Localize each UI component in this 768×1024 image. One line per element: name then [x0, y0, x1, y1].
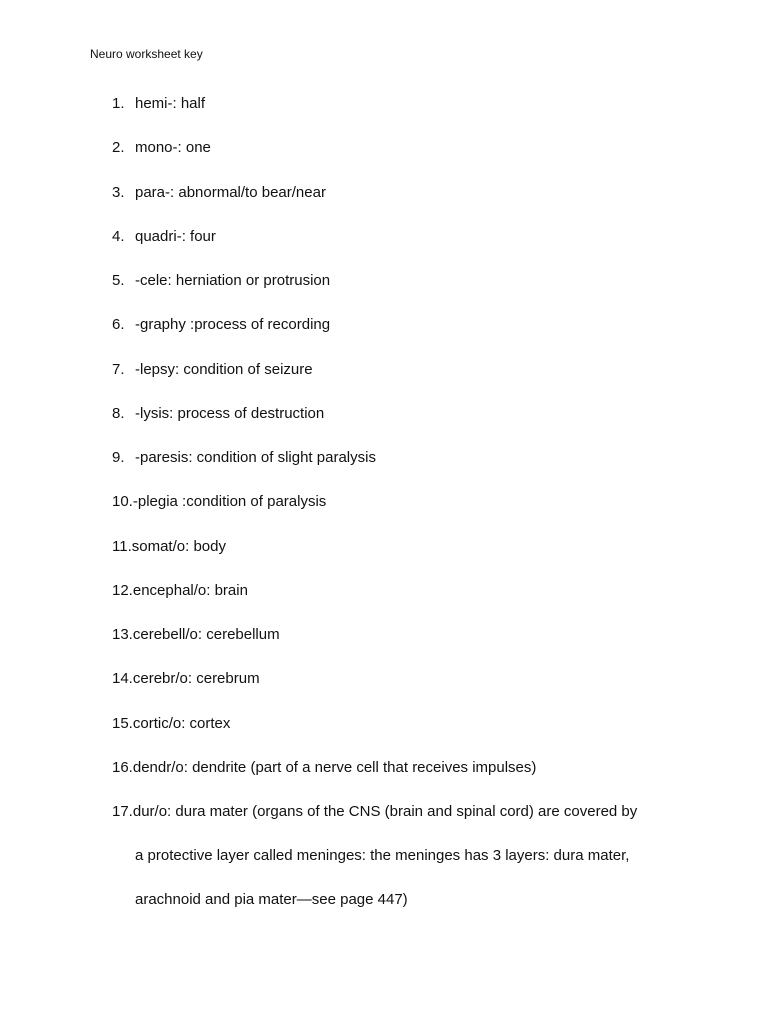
item-text: cortic/o: cortex — [132, 715, 231, 732]
item-text: dendr/o: dendrite (part of a nerve cell that receives impulses) — [132, 759, 537, 776]
item-number: 13. — [112, 626, 133, 643]
list-item — [112, 269, 712, 293]
item-text: cerebr/o: cerebrum — [132, 670, 260, 687]
item-number: 4. — [112, 228, 125, 245]
document-header: Neuro worksheet key — [90, 47, 203, 61]
item-number: 2. — [112, 139, 125, 156]
item-number: 15. — [112, 715, 133, 732]
item-number: 7. — [112, 361, 125, 378]
list-item — [112, 136, 712, 160]
item-text: mono-: one — [135, 139, 211, 156]
list-item — [112, 800, 712, 824]
item-text: hemi-: half — [135, 95, 206, 112]
list-item — [112, 535, 712, 559]
item-number: 1. — [112, 95, 125, 112]
item-text: cerebell/o: cerebellum — [132, 626, 280, 643]
item-text: encephal/o: brain — [132, 582, 248, 599]
list-item — [112, 181, 712, 205]
list-item — [112, 358, 712, 382]
item-number: 10. — [112, 493, 133, 510]
list-item — [112, 756, 712, 780]
list-item — [112, 490, 712, 514]
list-item — [112, 92, 712, 116]
item-continuation-line: a protective layer called meninges: the meninges has 3 layers: dura mater, — [135, 847, 630, 864]
item-number: 11. — [112, 538, 132, 555]
item-number: 6. — [112, 316, 125, 333]
list-item — [112, 667, 712, 691]
item-text: -lepsy: condition of seizure — [135, 361, 313, 378]
item-number: 12. — [112, 582, 133, 599]
item-text: -paresis: condition of slight paralysis — [135, 449, 376, 466]
list-item — [112, 623, 712, 647]
item-text: -lysis: process of destruction — [135, 405, 325, 422]
list-item — [112, 313, 712, 337]
list-item — [112, 712, 712, 736]
item-number: 5. — [112, 272, 125, 289]
item-number: 8. — [112, 405, 125, 422]
item-continuation-line: arachnoid and pia mater—see page 447) — [135, 891, 408, 908]
item-text: quadri-: four — [135, 228, 216, 245]
item-text: -cele: herniation or protrusion — [135, 272, 331, 289]
item-number: 16. — [112, 759, 133, 776]
item-text: somat/o: body — [131, 538, 226, 555]
list-item — [112, 402, 712, 426]
item-number: 14. — [112, 670, 133, 687]
list-item — [112, 225, 712, 249]
item-number: 9. — [112, 449, 125, 466]
item-number: 17. — [112, 803, 133, 820]
item-text: para-: abnormal/to bear/near — [135, 184, 326, 201]
item-text: -graphy :process of recording — [135, 316, 331, 333]
item-text: dur/o: dura mater (organs of the CNS (brain and spinal cord) are covered by — [132, 803, 638, 820]
item-number: 3. — [112, 184, 125, 201]
list-item — [112, 579, 712, 603]
item-text: -plegia :condition of paralysis — [132, 493, 327, 510]
list-item — [112, 446, 712, 470]
